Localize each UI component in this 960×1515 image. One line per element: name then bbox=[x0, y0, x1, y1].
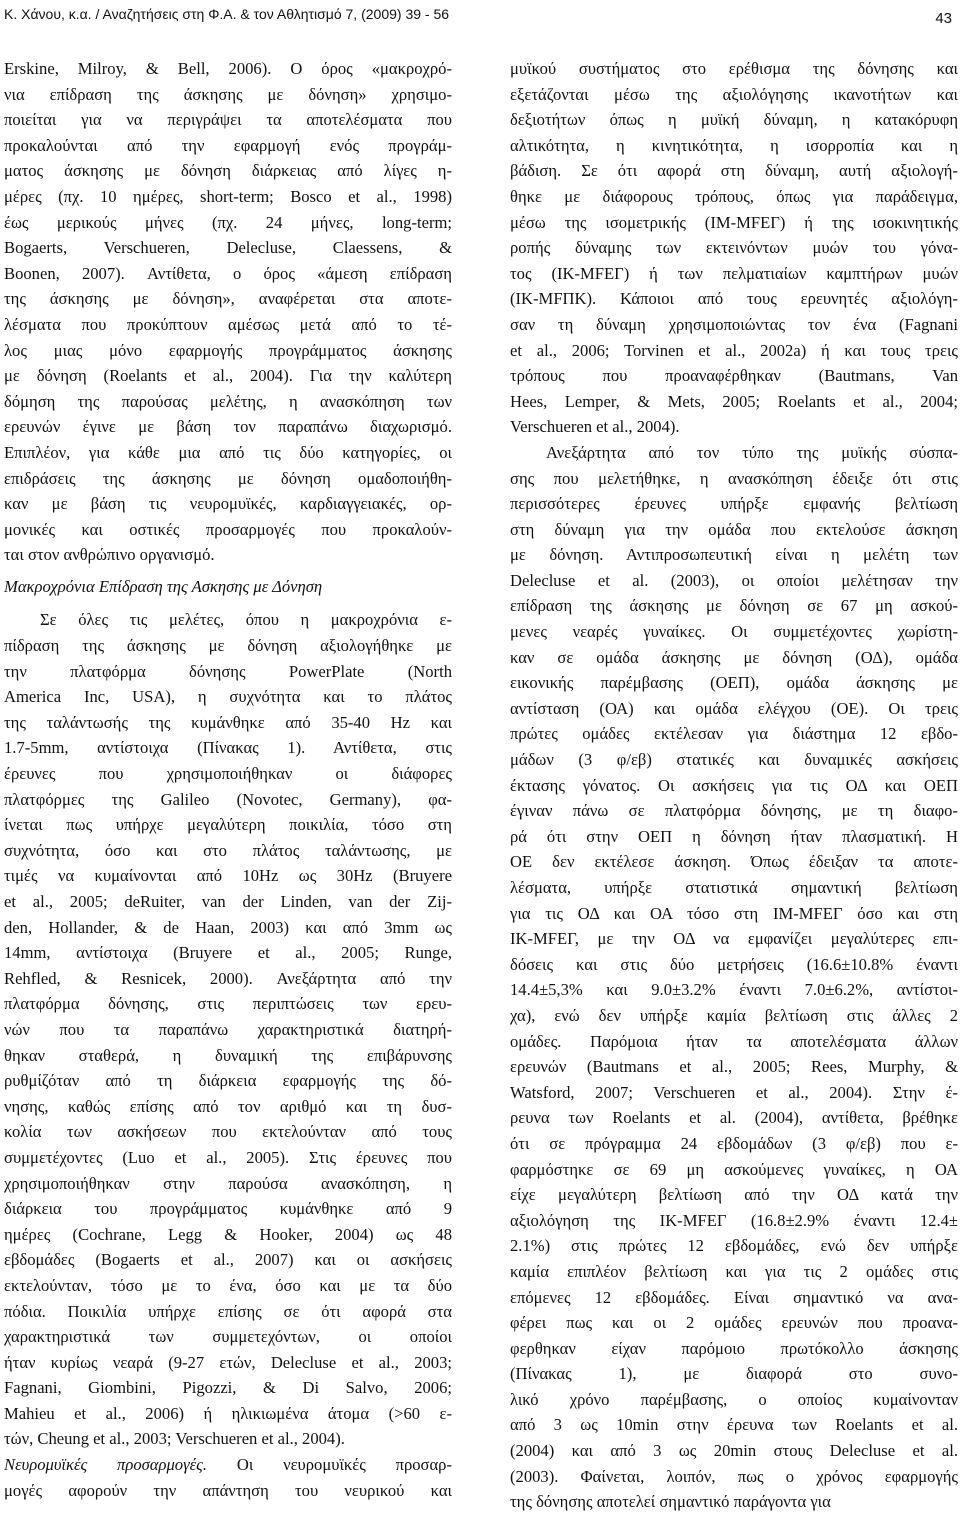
text-line: μονικές και οστικές προσαρμογές που προκαλούν- bbox=[4, 519, 452, 539]
text-line: den, Hollander, & de Haan, 2003) και από 3mm ως bbox=[4, 917, 452, 937]
text-line: (Πίνακας 1), με διαφορά στο συνο- bbox=[510, 1364, 958, 1384]
text-line: εξετάζονται μέσω της αξιολόγησης ικανοτήτων και bbox=[510, 84, 958, 104]
text-line: αντίσταση (ΟΑ) και ομάδα ελέγχου (ΟΕ). Οι τρεις bbox=[510, 698, 958, 718]
text-line: Mahieu et al., 2006) ή ηλικιωμένα άτομα (>60 ε- bbox=[4, 1403, 452, 1423]
text-line: θηκε με διάφορους τρόπους, όπως για παράδειγμα, bbox=[510, 186, 958, 206]
text-line: βάδιση. Σε ότι αφορά στη δύναμη, αυτή αξιολογή- bbox=[510, 161, 958, 181]
text-line: 14.4±5,3% και 9.0±3.2% έναντι 7.0±6.2%, αντίστοι- bbox=[510, 980, 958, 1000]
text-line: για τις ΟΔ και ΟΑ τόσο στη ΙΜ-MFΕΓ όσο και στη bbox=[510, 903, 958, 923]
text-line: περισσότερες έρευνες υπήρξε εμφανής βελτίωση bbox=[510, 494, 958, 514]
text-line: ρά ότι στην ΟΕΠ η δόνηση ήταν πλασματική. Η bbox=[510, 826, 958, 846]
left-paragraph-1 bbox=[4, 56, 452, 568]
text-line: αξιολόγηση της ΙΚ-MFΕΓ (16.8±2.9% έναντι 12.4± bbox=[510, 1210, 958, 1230]
text-line: Hees, Lemper, & Mets, 2005; Roelants et al., 2004; bbox=[510, 391, 958, 411]
text-line: έρευνες που χρησιμοποιήθηκαν οι διάφορες bbox=[4, 764, 452, 784]
text-line: et al., 2006; Torvinen et al., 2002a) ή και τους τρεις bbox=[510, 340, 958, 360]
text-line: ματος άσκησης με δόνηση διάρκειας από λίγες η- bbox=[4, 161, 452, 181]
text-line: θηκαν σταθερά, η δυναμική της επιβάρυνσης bbox=[4, 1045, 452, 1065]
text-line: της ταλάντωσής της κυμάνθηκε από 35-40 Hz και bbox=[4, 712, 452, 732]
left-column bbox=[4, 56, 452, 1503]
text-line: λος μιας μόνο εφαρμογής προγράμματος άσκησης bbox=[4, 340, 452, 360]
text-line: με δόνηση. Αντιπροσωπευτική είναι η μελέτη των bbox=[510, 545, 958, 565]
text-line: με δόνηση (Roelants et al., 2004). Για την καλύτερη bbox=[4, 366, 452, 386]
text-line: λέσματα που προκύπτουν αμέσως μετά από το τέ- bbox=[4, 314, 452, 334]
running-header bbox=[0, 0, 960, 26]
text-line: καν με βάση τις νευρομυϊκές, καρδιαγγειακές, ορ- bbox=[4, 494, 452, 514]
text-line: Delecluse et al. (2003), οι οποίοι μελέτησαν την bbox=[510, 570, 958, 590]
text-line: εκτελούνταν, τόσο με το ένα, όσο και με τα δύο bbox=[4, 1275, 452, 1295]
text-line: την πλατφόρμα δόνησης PowerPlate (North bbox=[4, 661, 452, 681]
section-heading: Μακροχρόνια Επίδραση της Ασκησης με Δόνηση bbox=[4, 576, 323, 596]
text-line: πόδια. Ποικιλία υπήρχε επίσης σε ότι αφορά στα bbox=[4, 1301, 452, 1321]
text-line: της δόνησης αποτελεί σημαντικό παράγοντα για bbox=[510, 1492, 831, 1512]
text-line: et al., 2005; deRuiter, van der Linden, van der Zij- bbox=[4, 892, 452, 911]
text-line: νησης, καθώς επίσης από τον αριθμό και τη δυσ- bbox=[4, 1096, 452, 1116]
right-paragraph-1 bbox=[510, 56, 958, 440]
text-line: (2004) και από 3 ως 20min στους Delecluse et al. bbox=[510, 1441, 958, 1461]
text-line: ημέρες (Cochrane, Legg & Hooker, 2004) ως 48 bbox=[4, 1224, 452, 1244]
text-line: επιδράσεις της άσκησης με δόνηση ομαδοποιήθη- bbox=[4, 468, 452, 488]
text-line: Erskine, Milroy, & Bell, 2006). Ο όρος «μακροχρό- bbox=[4, 59, 452, 78]
text-line: πίδραση της άσκησης με δόνηση αξιολογήθηκε με bbox=[4, 636, 452, 656]
text-line: καν σε ομάδα άσκησης με δόνηση (ΟΔ), ομάδα bbox=[510, 647, 958, 667]
text-line: φαρμόστηκε σε 69 μη ασκούμενες γυναίκες, η ΟΑ bbox=[510, 1159, 958, 1179]
text-line: ΙΚ-MFΕΓ, με την ΟΔ να εμφανίζει μεγαλύτερες επι- bbox=[510, 929, 958, 949]
text-line: εβδομάδες (Bogaerts et al., 2007) και οι ασκήσεις bbox=[4, 1250, 452, 1270]
text-line: από 3 ως 10min στην έρευνα των Roelants et al. bbox=[510, 1415, 958, 1435]
text-line: (2003). Φαίνεται, λοιπόν, πως ο χρόνος εφαρμογής bbox=[510, 1466, 958, 1486]
text-line: Σε όλες τις μελέτες, όπου η μακροχρόνια ε- bbox=[40, 610, 452, 630]
text-line: μάδων (3 φ/εβ) στατικές και δυναμικές ασκήσεις bbox=[510, 750, 958, 770]
text-line: χαρακτηριστικά των συμμετεχόντων, οι οποίοι bbox=[4, 1327, 452, 1347]
text-line: ότι σε πρόγραμμα 24 εβδομάδων (3 φ/εβ) που ε- bbox=[510, 1133, 958, 1153]
text-line: ποιείται για να περιγράψει τα αποτελέσματα που bbox=[4, 110, 452, 130]
text-line: μενες νεαρές γυναίκες. Οι συμμετέχοντες χωρίστη- bbox=[510, 622, 958, 642]
text-line: Ανεξάρτητα από τον τύπο της μυϊκής σύσπα- bbox=[546, 442, 958, 462]
text-line: τιμές να κυμαίνονται από 10Hz ως 30Hz (Bruyere bbox=[4, 866, 452, 886]
text-line: μυϊκού συστήματος στο ερέθισμα της δόνησης και bbox=[510, 59, 958, 78]
text-line: 14mm, αντίστοιχα (Bruyere et al., 2005; Runge, bbox=[4, 943, 452, 963]
text-line: Fagnani, Giombini, Pigozzi, & Di Salvo, 2006; bbox=[4, 1378, 452, 1398]
text-line: ερευνών έγινε με βάση τον παραπάνω διαχωρισμό. bbox=[4, 417, 452, 437]
text-line: Watsford, 2007; Verschueren et al., 2004). Στην έ- bbox=[510, 1082, 958, 1102]
text-line: σαν τη δύναμη χρησιμοποιώντας τον ένα (Fagnani bbox=[510, 314, 958, 334]
text-line: έγιναν πάνω σε πλατφόρμα δόνησης, με τη διαφο- bbox=[510, 801, 958, 821]
right-paragraph-2 bbox=[510, 440, 958, 1515]
text-line: Verschueren et al., 2004). bbox=[510, 417, 680, 437]
text-line: πρώτες ομάδες εκτέλεσαν για διάστημα 12 εβδο- bbox=[510, 724, 958, 744]
text-line: Bogaerts, Verschueren, Delecluse, Claessens, & bbox=[4, 238, 452, 258]
text-line: ρευνα των Roelants et al. (2004), αντίθετα, βρέθηκε bbox=[510, 1108, 958, 1128]
text-line: νια επίδραση της άσκησης με δόνηση» χρησιμο- bbox=[4, 84, 452, 104]
text-line: ΟΕ δεν εκτέλεσε άσκηση. Όπως έδειξαν τα αποτε- bbox=[510, 852, 958, 872]
text-line: τών, Cheung et al., 2003; Verschueren et al., 2004). bbox=[4, 1429, 345, 1449]
subheading-italic: Νευρομυϊκές προσαρμογές. bbox=[4, 1455, 208, 1475]
subheading-rest: Οι νευρομυϊκές προσαρ- bbox=[207, 1455, 452, 1475]
text-line: συχνότητα, όσο και στο πλάτος ταλάντωσης, με bbox=[4, 840, 452, 860]
text-line: λέσματα, υπήρξε στατιστικά σημαντική βελτίωση bbox=[510, 878, 958, 897]
text-line: ροπής δύναμης των εκτεινόντων μυών του γόνα- bbox=[510, 238, 958, 258]
text-line: επίδραση της άσκησης με δόνηση σε 67 μη ασκού- bbox=[510, 596, 958, 616]
text-line: δόσεις και στις δύο μετρήσεις (16.6±10.8% έναντι bbox=[510, 954, 958, 974]
text-line: ίνεται πως υπήρχε μεγαλύτερη ποικιλία, τόσο στη bbox=[4, 815, 452, 835]
text-line: χρησιμοποιήθηκαν στην παρούσα ανασκόπηση, η bbox=[4, 1173, 452, 1193]
text-line: ήταν κυρίως νεαρά (9-27 ετών, Delecluse et al., 2003; bbox=[4, 1352, 452, 1372]
text-line: (ΙΚ-MFΠΚ). Κάποιοι από τους ερευνητές αξιολόγη- bbox=[510, 289, 958, 309]
running-head-text: Κ. Χάνου, κ.α. / Αναζητήσεις στη Φ.Α. & τον Αθλητισμό 7, (2009) 39 - 56 bbox=[4, 6, 450, 22]
left-paragraph-2 bbox=[4, 607, 452, 1452]
text-line: έκτασης γόνατος. Οι ασκήσεις για τις ΟΔ και ΟΕΠ bbox=[510, 775, 958, 795]
text-line: φερθηκαν είχαν παρόμοιο πρωτόκολλο άσκησης bbox=[510, 1338, 958, 1358]
text-line: στη δύναμη για την ομάδα που εκτελούσε άσκηση bbox=[510, 519, 958, 539]
text-line: ερευνών (Bautmans et al., 2005; Rees, Murphy, & bbox=[510, 1057, 958, 1077]
text-line: Επιπλέον, για κάθε μια από τις δύο κατηγορίες, οι bbox=[4, 442, 452, 462]
text-line: καμία επιπλέον βελτίωση και για τις 2 ομάδες στις bbox=[510, 1261, 958, 1281]
text-line: Rehfled, & Resnicek, 2000). Ανεξάρτητα από την bbox=[4, 968, 452, 988]
text-line: 2.1%) στις πρώτες 12 εβδομάδες, ενώ δεν υπήρξε bbox=[510, 1236, 958, 1256]
text-line: Boonen, 2007). Αντίθετα, ο όρος «άμεση επίδραση bbox=[4, 263, 452, 283]
text-line: δόμηση της παρούσας μελέτης, η ανασκόπηση των bbox=[4, 391, 452, 411]
text-line: κολία των ασκήσεων που εκτελούνταν από τους bbox=[4, 1122, 452, 1142]
text-line: φέρει πως και οι 2 ομάδες ερευνών που προανα- bbox=[510, 1313, 958, 1333]
text-line: ρυθμίζόταν από τη διάρκεια εφαρμογής της δό- bbox=[4, 1071, 452, 1091]
text-line: μέρες (πχ. 10 ημέρες, short-term; Bosco et al., 1998) bbox=[4, 186, 452, 206]
text-line: εικονικής παρέμβασης (ΟΕΠ), ομάδα άσκησης με bbox=[510, 673, 958, 693]
text-line: δεξιοτήτων όπως η μυϊκή δύναμη, η κατακόρυφη bbox=[510, 110, 958, 130]
text-line: ται στον ανθρώπινο οργανισμό. bbox=[4, 545, 215, 565]
left-final-line: μογές αφορούν την απάντηση του νευρικού και bbox=[4, 1480, 452, 1500]
text-line: τος (ΙΚ-MFΕΓ) ή των πελματιαίων καμπτήρων μυών bbox=[510, 263, 958, 283]
text-line: λικό χρόνο παρέμβασης, ο οποίος κυμαίνονταν bbox=[510, 1389, 958, 1409]
text-line: συμμετέχοντες (Luo et al., 2005). Στις έρευνες που bbox=[4, 1147, 452, 1167]
text-line: επόμενες 12 εβδομάδες. Είναι σημαντικό να ανα- bbox=[510, 1287, 958, 1307]
text-line: τρόπους που προαναφέρθηκαν (Bautmans, Van bbox=[510, 366, 958, 386]
text-line: έως μερικούς μήνες (πχ. 24 μήνες, long-term; bbox=[4, 212, 452, 232]
text-line: πλατφόρμες της Galileo (Novotec, Germany), φα- bbox=[4, 789, 452, 809]
text-line: σης που μελετήθηκε, η ανασκόπηση έδειξε ότι στις bbox=[510, 468, 958, 488]
text-line: America Inc, USA), η συχνότητα και το πλάτος bbox=[4, 687, 452, 707]
text-line: της άσκησης με δόνηση», αναφέρεται στα αποτε- bbox=[4, 289, 452, 309]
text-line: διάρκεια του προγράμματος κυμάνθηκε από 9 bbox=[4, 1199, 452, 1219]
text-line: 1.7-5mm, αντίστοιχα (Πίνακας 1). Αντίθετα, στις bbox=[4, 738, 452, 758]
text-line: μέσω της ισομετρικής (ΙΜ-MFΕΓ) ή της ισοκινητικής bbox=[510, 212, 958, 232]
text-line: αλτικότητα, η κινητικότητα, η ισορροπία και η bbox=[510, 135, 958, 155]
text-line: πλατφόρμα δόνησης, στις περιπτώσεις των ερευ- bbox=[4, 994, 452, 1014]
text-line: είχε μεγαλύτερη βελτίωση από την ΟΔ κατά την bbox=[510, 1185, 958, 1205]
text-line: νών που τα παραπάνω χαρακτηριστικά διατηρή- bbox=[4, 1019, 452, 1039]
text-line: προκαλούνται από την εφαρμογή ενός προγράμ- bbox=[4, 135, 452, 155]
text-line: ομάδες. Παρόμοια ήταν τα αποτελέσματα άλλων bbox=[510, 1031, 958, 1051]
text-line: χα), ενώ δεν υπήρξε καμία βελτίωση στις άλλες 2 bbox=[510, 1005, 958, 1025]
right-column bbox=[510, 56, 958, 1515]
page-number: 43 bbox=[935, 10, 952, 27]
